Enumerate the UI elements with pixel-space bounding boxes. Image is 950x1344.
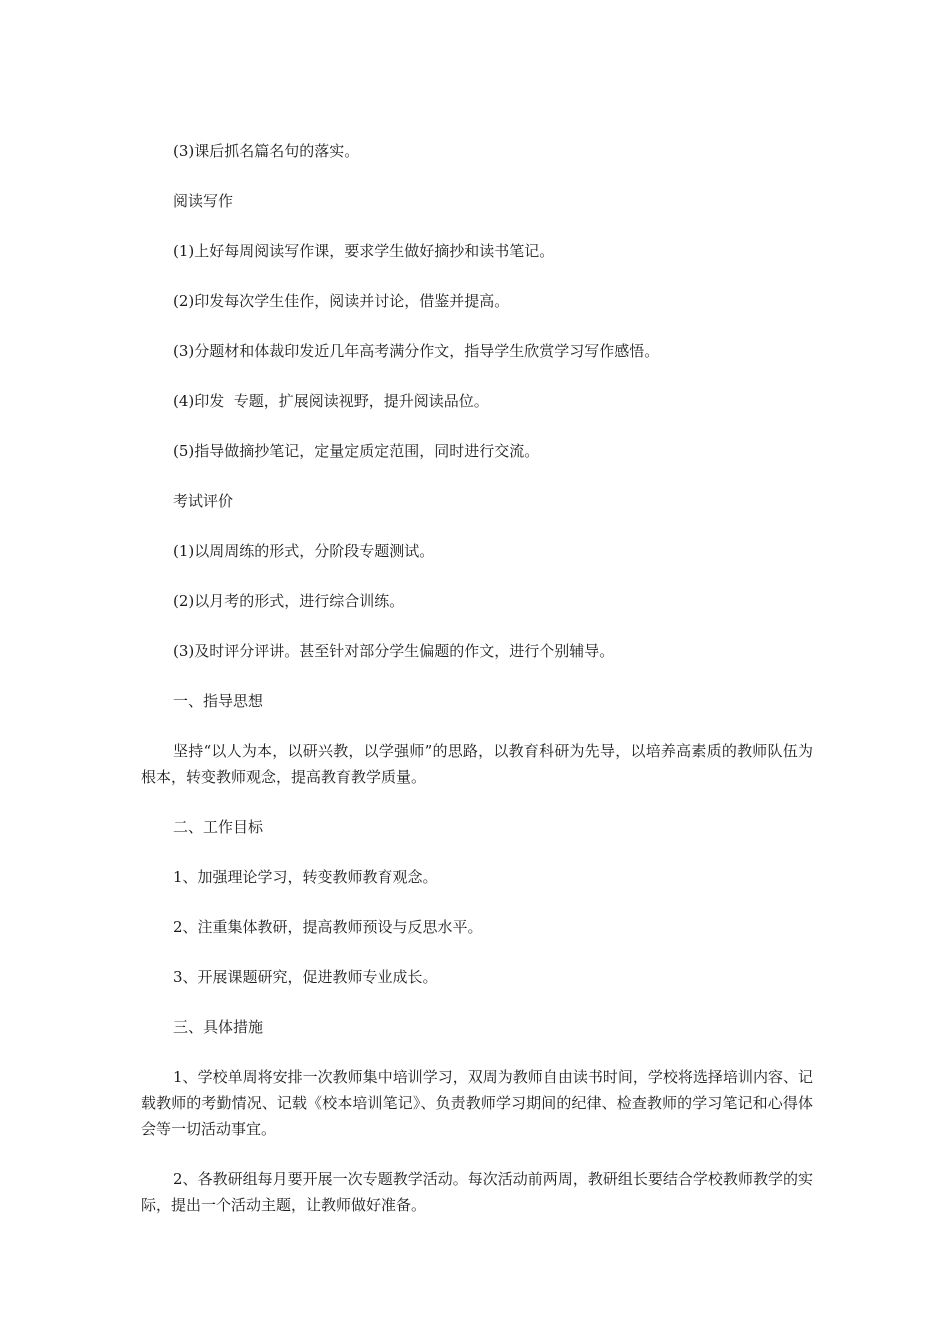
section-heading-guiding-thought: 一、指导思想 xyxy=(173,692,264,710)
paragraph-p11: (3)及时评分评讲。甚至针对部分学生偏题的作文，进行个别辅导。 xyxy=(173,642,615,660)
paragraph-p7: (5)指导做摘抄笔记，定量定质定范围，同时进行交流。 xyxy=(173,442,540,460)
paragraph-p3: (1)上好每周阅读写作课，要求学生做好摘抄和读书笔记。 xyxy=(173,242,555,260)
paragraph-p20: 2、各教研组每月要开展一次专题教学活动。每次活动前两周，教研组长要结合学校教师教学的实际，提出一个活动主题，让教师做好准备。 xyxy=(141,1170,813,1214)
paragraph-p10: (2)以月考的形式，进行综合训练。 xyxy=(173,592,405,610)
paragraph-p15: 1、加强理论学习，转变教师教育观念。 xyxy=(173,868,438,886)
document-body xyxy=(141,138,813,1242)
paragraph-p9: (1)以周周练的形式，分阶段专题测试。 xyxy=(173,542,435,560)
paragraph-p5: (3)分题材和体裁印发近几年高考满分作文，指导学生欣赏学习写作感悟。 xyxy=(173,342,660,360)
paragraph-p4: (2)印发每次学生佳作，阅读并讨论，借鉴并提高。 xyxy=(173,292,510,310)
paragraph-p17: 3、开展课题研究，促进教师专业成长。 xyxy=(173,968,438,986)
paragraph-p1: (3)课后抓名篇名句的落实。 xyxy=(173,142,360,160)
paragraph-p19: 1、学校单周将安排一次教师集中培训学习，双周为教师自由读书时间，学校将选择培训内容、记载教师的考勤情况、记载《校本培训笔记》、负责教师学习期间的纪律、检查教师的学习笔记和心得体会等一切活动事宜。 xyxy=(141,1068,813,1138)
paragraph-p16: 2、注重集体教研，提高教师预设与反思水平。 xyxy=(173,918,483,936)
section-heading-work-goals: 二、工作目标 xyxy=(173,818,264,836)
section-heading-reading-writing: 阅读写作 xyxy=(173,192,234,210)
paragraph-p13: 坚持“以人为本，以研兴教，以学强师”的思路，以教育科研为先导，以培养高素质的教师队伍为根本，转变教师观念，提高教育教学质量。 xyxy=(141,742,813,786)
paragraph-p6: (4)印发 专题，扩展阅读视野，提升阅读品位。 xyxy=(173,392,489,410)
section-heading-exam-evaluation: 考试评价 xyxy=(173,492,234,510)
section-heading-specific-measures: 三、具体措施 xyxy=(173,1018,264,1036)
